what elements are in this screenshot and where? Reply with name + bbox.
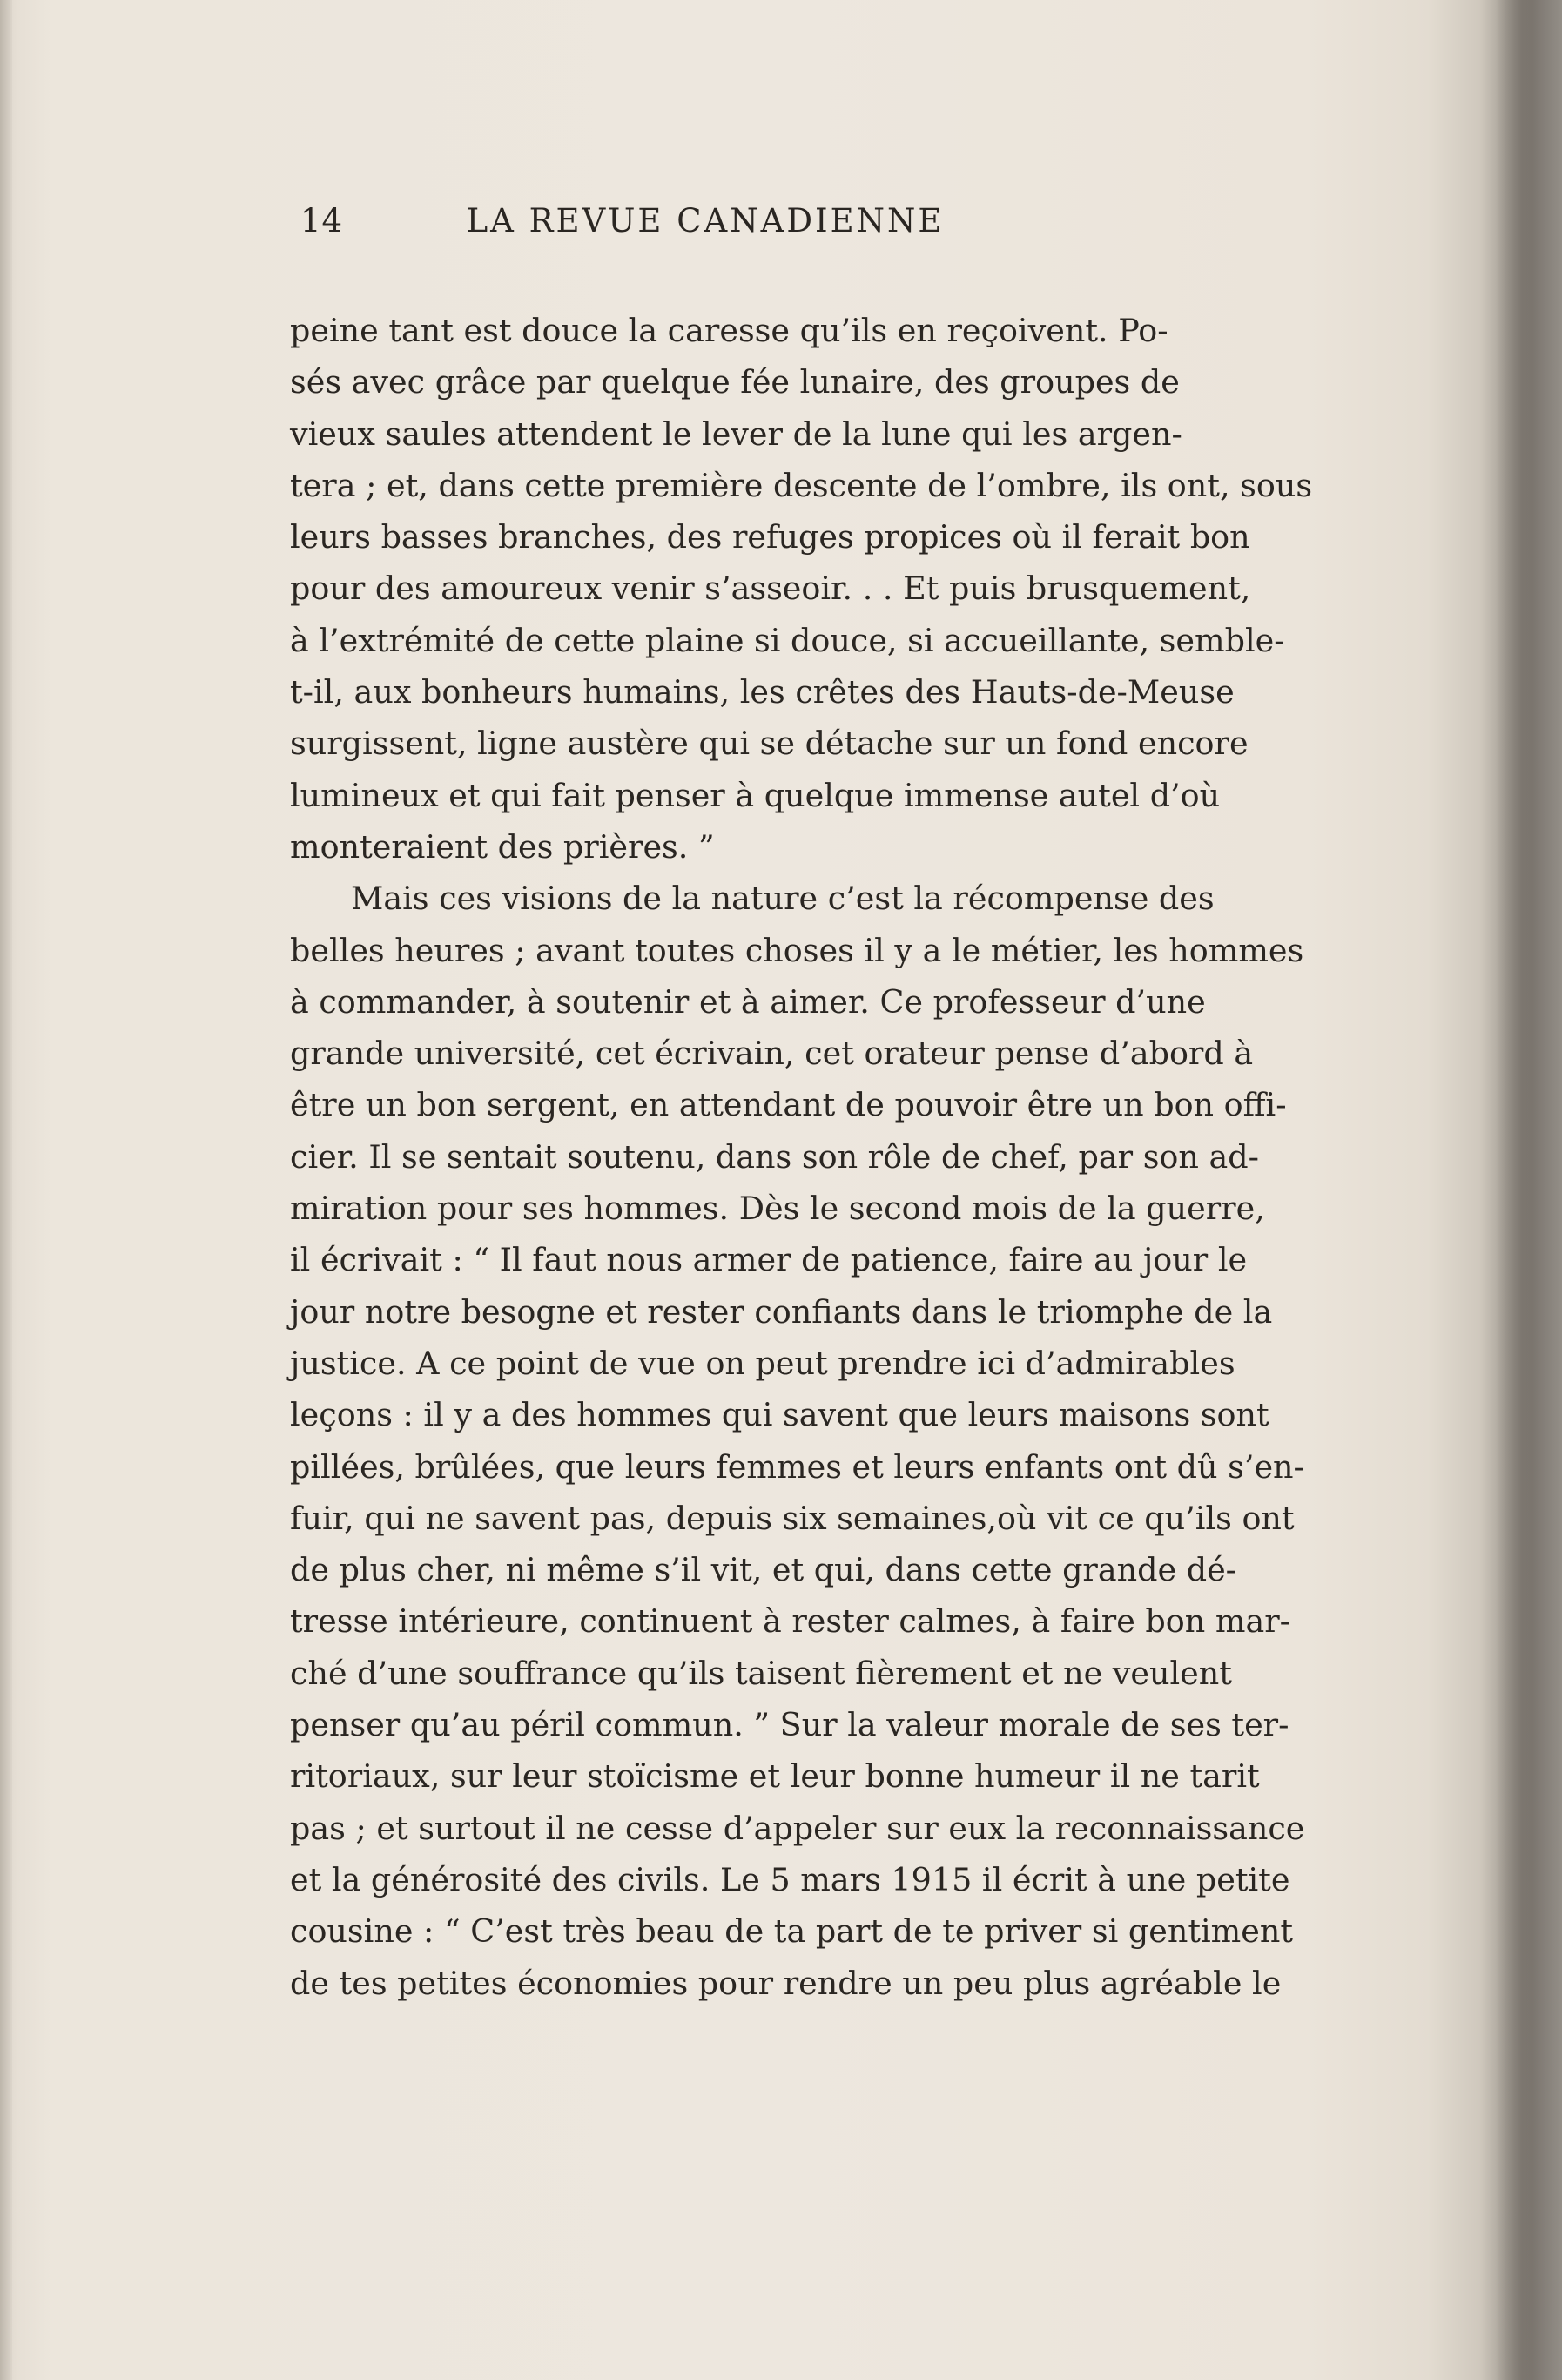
text-line: tresse intérieure, continuent à rester calmes, à faire bon mar- <box>290 1602 1291 1641</box>
text-line: fuir, qui ne savent pas, depuis six semaines,où vit ce qu’ils ont <box>290 1499 1295 1537</box>
text-line: t-il, aux bonheurs humains, les crêtes des Hauts-de-Meuse <box>290 673 1235 711</box>
text-line: surgissent, ligne austère qui se détache sur un fond encore <box>290 725 1249 763</box>
running-title: LA REVUE CANADIENNE <box>466 202 945 239</box>
text-line: cier. Il se sentait soutenu, dans son rôle de chef, par son ad- <box>290 1137 1259 1176</box>
body-text <box>290 305 1313 2009</box>
text-line: miration pour ses hommes. Dès le second mois de la guerre, <box>290 1190 1265 1228</box>
text-line: sés avec grâce par quelque fée lunaire, des groupes de <box>290 363 1180 401</box>
text-line: ché d’une souffrance qu’ils taisent fièrement et ne veulent <box>290 1654 1232 1692</box>
text-line: tera ; et, dans cette première descente de l’ombre, ils ont, sous <box>290 466 1313 504</box>
text-line: pas ; et surtout il ne cesse d’appeler sur eux la reconnaissance <box>290 1809 1305 1847</box>
text-line: penser qu’au péril commun. ” Sur la valeur morale de ses ter- <box>290 1706 1289 1744</box>
text-line: grande université, cet écrivain, cet orateur pense d’abord à <box>290 1035 1254 1073</box>
page-gutter-shadow <box>1496 0 1562 2380</box>
text-line: monteraient des prières. ” <box>290 827 715 866</box>
text-line: Mais ces visions de la nature c’est la récompense des <box>351 880 1215 918</box>
text-line: de plus cher, ni même s’il vit, et qui, dans cette grande dé- <box>290 1551 1237 1589</box>
text-line: être un bon sergent, en attendant de pouvoir être un bon offi- <box>290 1086 1287 1124</box>
paragraph-2 <box>290 873 1305 2009</box>
text-line: à commander, à soutenir et à aimer. Ce professeur d’une <box>290 982 1206 1021</box>
text-line: de tes petites économies pour rendre un peu plus agréable le <box>290 1964 1282 2002</box>
text-line: justice. A ce point de vue on peut prendre ici d’admirables <box>290 1344 1235 1382</box>
text-line: belles heures ; avant toutes choses il y a le métier, les hommes <box>290 931 1304 969</box>
text-line: ritoriaux, sur leur stoïcisme et leur bonne humeur il ne tarit <box>290 1757 1260 1796</box>
text-line: vieux saules attendent le lever de la lune qui les argen- <box>290 415 1182 453</box>
text-line: leurs basses branches, des refuges propices où il ferait bon <box>290 518 1250 556</box>
page-number: 14 <box>300 202 344 239</box>
page-left-edge <box>0 0 12 2380</box>
text-line: lumineux et qui fait penser à quelque immense autel d’où <box>290 776 1221 814</box>
text-line: jour notre besogne et rester confiants dans le triomphe de la <box>290 1292 1273 1331</box>
text-line: pillées, brûlées, que leurs femmes et leurs enfants ont dû s’en- <box>290 1447 1304 1486</box>
text-line: leçons : il y a des hommes qui savent que leurs maisons sont <box>290 1396 1269 1434</box>
text-line: il écrivait : “ Il faut nous armer de patience, faire au jour le <box>290 1241 1248 1279</box>
paragraph-1 <box>290 305 1313 873</box>
text-line: cousine : “ C’est très beau de ta part de te priver si gentiment <box>290 1912 1294 1951</box>
text-line: pour des amoureux venir s’asseoir. . . Et puis brusquement, <box>290 570 1251 608</box>
page-header <box>300 202 1110 254</box>
text-line: peine tant est douce la caresse qu’ils en reçoivent. Po- <box>290 312 1168 349</box>
text-line: et la générosité des civils. Le 5 mars 1915 il écrit à une petite <box>290 1860 1290 1898</box>
text-line: à l’extrémité de cette plaine si douce, si accueillante, semble- <box>290 621 1285 659</box>
